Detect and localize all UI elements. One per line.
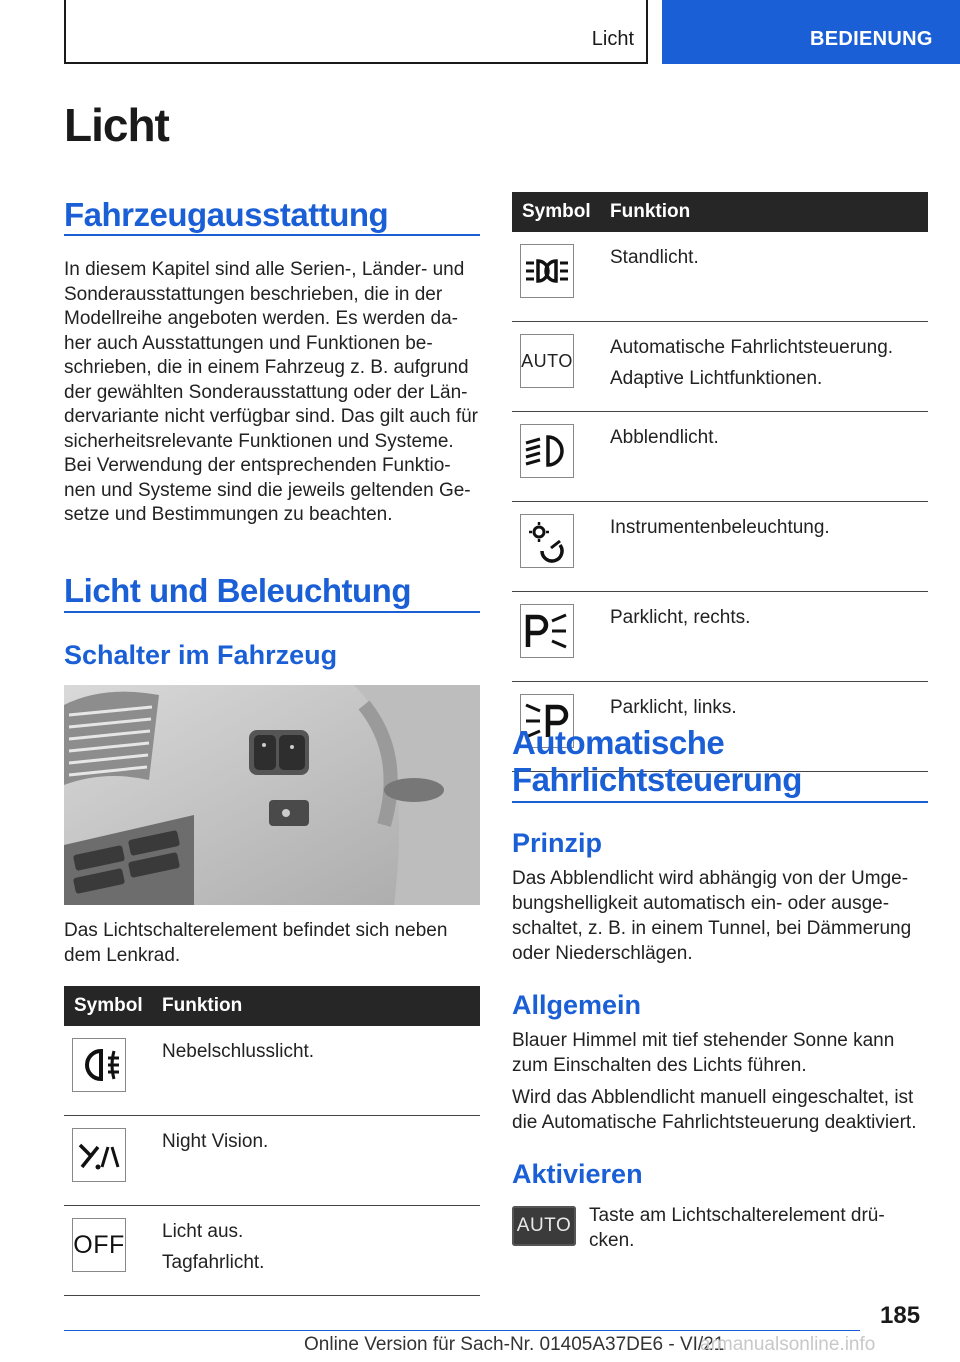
heading-general: Allgemein <box>512 990 642 1020</box>
function-text: Tagfahrlicht. <box>162 1252 265 1273</box>
heading-switch-in-vehicle: Schalter im Fahrzeug <box>64 640 338 670</box>
parking-light-right-icon <box>520 604 574 658</box>
function-text: Nebelschlusslicht. <box>162 1041 315 1062</box>
column-header-symbol: Symbol <box>512 192 600 232</box>
activate-text: Taste am Lichtschalterelement drü-cken. <box>589 1205 885 1251</box>
heading-equipment: Fahrzeugausstattung <box>64 196 389 233</box>
table-header-row <box>512 192 928 232</box>
footer-online-version: Online Version für Sach-Nr. 01405A37DE6 - VI/21 <box>304 1334 725 1355</box>
page-title: Licht <box>64 99 169 151</box>
right-symbol-table <box>512 192 928 772</box>
general-text: Blauer Himmel mit tief stehender Sonne kann zum Einschalten des Lichts führen. <box>512 1030 895 1076</box>
page-number: 185 <box>880 1302 921 1329</box>
principle-text: Das Abblendlicht wird abhängig von der Umge-bungshelligkeit automatisch ein- oder ausge-schaltet, z. B. in einem Tunnel, bei Dämmerung oder Niederschlägen. <box>512 868 912 964</box>
table-row <box>512 502 928 592</box>
header-chapter-label: BEDIENUNG <box>810 28 933 50</box>
night-vision-icon <box>72 1128 126 1182</box>
column-header-function: Funktion <box>152 986 480 1026</box>
low-beam-icon <box>520 424 574 478</box>
auto-icon <box>520 334 574 388</box>
heading-rule <box>64 611 480 613</box>
function-text: Standlicht. <box>610 247 699 268</box>
function-text: Instrumentenbeleuchtung. <box>610 517 830 538</box>
table-row <box>512 232 928 322</box>
table-row <box>64 1116 480 1206</box>
header-chapter-tab[interactable] <box>662 0 960 64</box>
function-text: Adaptive Lichtfunktionen. <box>610 368 823 389</box>
function-text: Automatische Fahrlichtsteuerung. <box>610 337 894 358</box>
table-row <box>512 592 928 682</box>
light-switch-element <box>249 730 309 775</box>
dashboard-illustration <box>64 685 480 905</box>
header-section-title: Licht <box>591 28 634 50</box>
table-row <box>64 1206 480 1296</box>
heading-rule <box>64 234 480 236</box>
dashboard-photo <box>64 685 480 905</box>
column-header-function: Funktion <box>600 192 928 232</box>
rear-fog-light-icon <box>72 1038 126 1092</box>
switch-caption: Das Lichtschalterelement befindet sich neben dem Lenkrad. <box>64 920 448 966</box>
heading-rule <box>512 801 928 803</box>
heading-automatic-headlight-control <box>512 724 802 798</box>
function-text: Abblendlicht. <box>610 427 719 448</box>
heading-principle: Prinzip <box>512 828 603 858</box>
off-icon-label: OFF <box>73 1230 125 1259</box>
auto-button-icon <box>512 1206 576 1246</box>
side-light-icon <box>520 244 574 298</box>
column-header-symbol: Symbol <box>64 986 152 1026</box>
heading-line: Fahrlichtsteuerung <box>512 761 802 798</box>
off-icon <box>72 1218 126 1272</box>
general-text: Wird das Abblendlicht manuell eingeschaltet, ist die Automatische Fahrlichtsteuerung deaktiviert. <box>512 1087 917 1133</box>
function-text: Licht aus. <box>162 1221 244 1242</box>
air-vent <box>64 692 159 785</box>
left-symbol-table <box>64 986 480 1296</box>
function-text: Night Vision. <box>162 1131 269 1152</box>
heading-light-and-illumination: Licht und Beleuchtung <box>64 572 411 609</box>
function-text: Parklicht, links. <box>610 697 737 718</box>
equipment-text: In diesem Kapitel sind alle Serien-, Länder- und Sonderausstattungen beschrieben, die in der Modellreihe angeboten werden. Es werden da-her auch Ausstattungen und Funktionen be-schrieben, die in einem Fahrzeug z. B. aufgrund der gewählten Sonderausstattung oder der Län-dervariante nicht verfügbar sind. Das gilt auch für sicherheitsrelevante Funktionen und Systeme. Bei Verwendung der entsprechenden Funktio-nen und Systeme sind die jeweils geltenden Ge-setze und Bestimmungen zu beachten. <box>64 259 478 525</box>
function-text: Parklicht, rechts. <box>610 607 751 628</box>
heading-line: Automatische <box>512 724 725 761</box>
table-header-row <box>64 986 480 1026</box>
instrument-lighting-icon <box>520 514 574 568</box>
auto-button-label: AUTO <box>516 1215 572 1236</box>
table-row <box>512 412 928 502</box>
table-row <box>64 1026 480 1116</box>
watermark: armanualsonline.info <box>700 1334 876 1355</box>
heading-activate: Aktivieren <box>512 1159 643 1189</box>
table-row <box>512 322 928 412</box>
footer-rule <box>64 1330 860 1331</box>
auto-icon-label: AUTO <box>521 350 573 371</box>
